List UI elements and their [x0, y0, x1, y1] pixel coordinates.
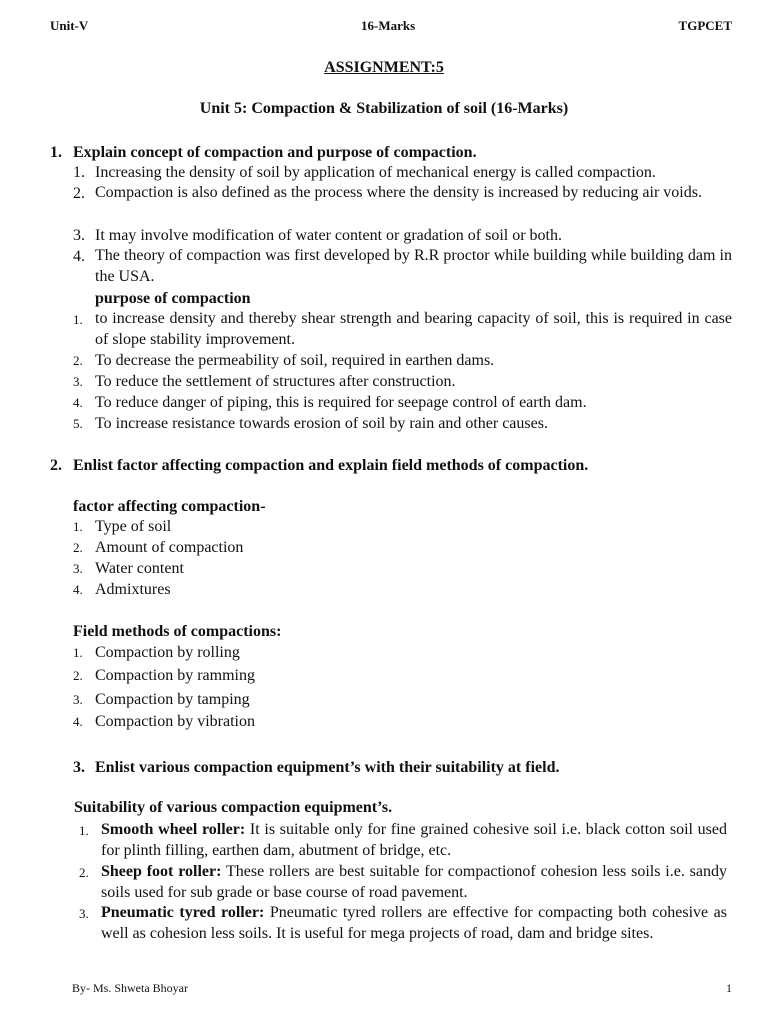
equipment-description: These rollers are best suitable for compactionof cohesion less soils i.e. sandy soils used for sub grade or base course of road pavement.: [101, 863, 727, 901]
equipment-number: 2.: [79, 865, 89, 880]
q1-point-number: 3.: [73, 227, 85, 244]
equipment-item: [101, 902, 727, 944]
equipment-number: 3.: [79, 906, 89, 921]
equipment-item: [101, 861, 727, 903]
purpose-text: To reduce the settlement of structures after construction.: [95, 373, 456, 390]
header-unit: Unit-V: [50, 18, 89, 33]
purpose-text: to increase density and thereby shear strength and bearing capacity of soil, this is required in case of slope stability improvement.: [95, 310, 732, 348]
purpose-text: To reduce danger of piping, this is required for seepage control of earth dam.: [95, 394, 587, 411]
q1-point-number: 2.: [73, 185, 85, 202]
equipment-description: It is suitable only for fine grained cohesive soil i.e. black cotton soil used for plinth filling, earthen dam, abutment of bridge, etc.: [101, 821, 727, 859]
q1-number: 1.: [50, 144, 62, 161]
q1-point-text: Compaction is also defined as the process where the density is increased by reducing air voids.: [95, 184, 702, 201]
method-text: Compaction by tamping: [95, 691, 250, 708]
equipment-name: Sheep foot roller:: [101, 863, 222, 880]
method-number: 4.: [73, 714, 83, 729]
method-text: Compaction by ramming: [95, 667, 255, 684]
purpose-number: 3.: [73, 374, 83, 389]
page-number: 1: [726, 981, 732, 995]
purpose-number: 5.: [73, 416, 83, 431]
factor-number: 3.: [73, 561, 83, 576]
factor-text: Type of soil: [95, 518, 172, 535]
q1-point-text: It may involve modification of water content or gradation of soil or both.: [95, 227, 562, 244]
factor-number: 4.: [73, 582, 83, 597]
factor-text: Water content: [95, 560, 184, 577]
purpose-heading: purpose of compaction: [95, 290, 251, 307]
purpose-number: 2.: [73, 353, 83, 368]
q1-title: Explain concept of compaction and purpose of compaction.: [73, 144, 477, 161]
method-number: 1.: [73, 645, 83, 660]
equipment-item: [101, 819, 727, 861]
unit-title: Unit 5: Compaction & Stabilization of soil (16-Marks): [199, 100, 569, 117]
q2-number: 2.: [50, 457, 62, 474]
equipment-name: Pneumatic tyred roller:: [101, 904, 265, 921]
suitability-heading: Suitability of various compaction equipment’s.: [74, 799, 393, 816]
factor-text: Amount of compaction: [95, 539, 244, 556]
method-number: 2.: [73, 668, 83, 683]
q1-point-number: 4.: [73, 248, 85, 265]
purpose-number: 1.: [73, 312, 83, 327]
factor-number: 1.: [73, 519, 83, 534]
factor-number: 2.: [73, 540, 83, 555]
factor-text: Admixtures: [95, 581, 171, 598]
q1-point-text: The theory of compaction was first developed by R.R proctor while building while building dam in the USA.: [95, 247, 732, 285]
header-institute: TGPCET: [678, 18, 732, 33]
q2-title: Enlist factor affecting compaction and explain field methods of compaction.: [73, 457, 589, 474]
q1-point-text: Increasing the density of soil by application of mechanical energy is called compaction.: [95, 164, 656, 181]
purpose-text: To increase resistance towards erosion of soil by rain and other causes.: [95, 415, 548, 432]
method-text: Compaction by rolling: [95, 644, 240, 661]
q1-point-number: 1.: [73, 164, 85, 181]
q3-number: 3.: [73, 759, 85, 776]
footer-author: By- Ms. Shweta Bhoyar: [72, 981, 188, 995]
equipment-number: 1.: [79, 823, 89, 838]
q3-title: Enlist various compaction equipment’s with their suitability at field.: [95, 759, 560, 776]
assignment-title: ASSIGNMENT:5: [324, 59, 444, 76]
purpose-number: 4.: [73, 395, 83, 410]
equipment-name: Smooth wheel roller:: [101, 821, 246, 838]
header-marks: 16-Marks: [361, 18, 416, 33]
methods-heading: Field methods of compactions:: [73, 623, 282, 640]
factors-heading: factor affecting compaction-: [73, 498, 266, 515]
equipment-description: Pneumatic tyred rollers are effective for compacting both cohesive as well as cohesion less soils. It is useful for mega projects of road, dam and bridge sites.: [101, 904, 728, 942]
purpose-text: To decrease the permeability of soil, required in earthen dams.: [95, 352, 495, 369]
method-text: Compaction by vibration: [95, 713, 255, 730]
method-number: 3.: [73, 692, 83, 707]
